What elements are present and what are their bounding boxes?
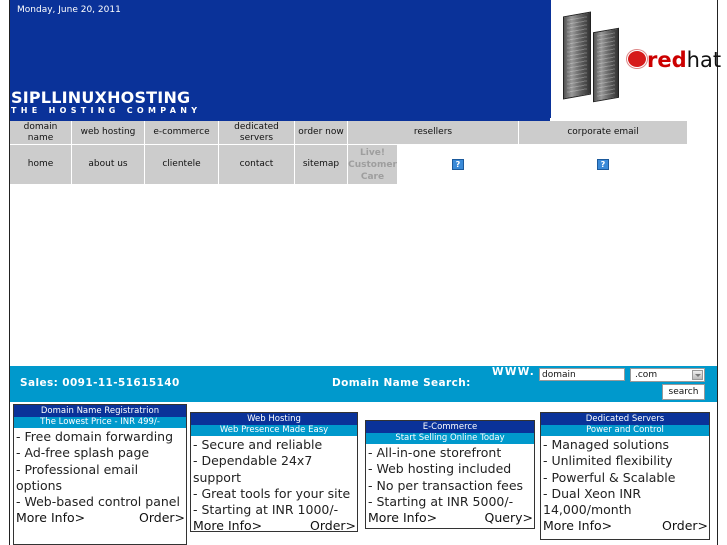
domain-input[interactable] <box>539 368 625 381</box>
product-box-dedicated <box>540 412 710 540</box>
product-features <box>366 444 534 510</box>
product-box-domain <box>13 404 187 545</box>
product-subtitle: Start Selling Online Today <box>366 433 534 444</box>
sales-phone: Sales: 0091-11-51615140 <box>20 377 180 389</box>
site-logo-title[interactable]: SIPLLINUXHOSTING <box>11 88 191 107</box>
feature-line: - Web-based control panel <box>16 494 180 510</box>
product-links <box>14 510 186 526</box>
product-title: Dedicated Servers <box>541 413 709 425</box>
nav-home[interactable]: home <box>10 145 72 184</box>
resellers-help-cell <box>397 145 519 184</box>
query-link[interactable]: Query> <box>484 510 533 526</box>
nav-sitemap[interactable]: sitemap <box>295 145 348 184</box>
product-title: E-Commerce <box>366 421 534 433</box>
more-info-link[interactable]: More Info> <box>16 510 86 526</box>
product-box-web-hosting <box>190 412 358 532</box>
feature-line: - Unlimited flexibility <box>543 453 673 469</box>
feature-line: - Starting at INR 1000/- <box>193 502 339 518</box>
order-link[interactable]: Order> <box>139 510 185 526</box>
product-subtitle: Web Presence Made Easy <box>191 425 357 436</box>
secondary-nav <box>10 145 687 184</box>
live-customer-care-link[interactable]: Live! Customer Care <box>348 145 397 184</box>
more-info-link[interactable]: More Info> <box>193 518 263 534</box>
primary-nav <box>10 121 687 144</box>
nav-web-hosting[interactable]: web hosting <box>72 121 145 144</box>
product-features <box>541 436 709 518</box>
help-icon[interactable]: ? <box>452 159 464 170</box>
nav-clientele[interactable]: clientele <box>145 145 219 184</box>
product-links <box>366 510 534 526</box>
feature-line: - Professional email options <box>16 461 139 493</box>
page-frame-right-border <box>717 0 718 545</box>
site-logo-tagline: THE HOSTING COMPANY <box>11 106 202 115</box>
feature-line: - Dual Xeon INR 14,000/month <box>543 485 642 518</box>
feature-line: - Dependable 24x7 support <box>193 453 313 485</box>
header-banner <box>10 0 550 122</box>
feature-line: - Secure and reliable <box>193 437 323 452</box>
product-features <box>14 428 186 510</box>
feature-line: - Free domain forwarding <box>16 429 174 444</box>
current-date: Monday, June 20, 2011 <box>17 5 121 15</box>
domain-search-bar <box>10 366 717 402</box>
feature-line: - No per transaction fees <box>368 477 524 493</box>
nav-contact[interactable]: contact <box>219 145 295 184</box>
nav-about-us[interactable]: about us <box>72 145 145 184</box>
feature-line: - Ad-free splash page <box>16 445 150 461</box>
nav-e-commerce[interactable]: e-commerce <box>145 121 219 144</box>
feature-line: - Web hosting included <box>368 461 512 477</box>
nav-domain-name[interactable]: domain name <box>10 121 72 144</box>
nav-dedicated-servers[interactable]: dedicated servers <box>219 121 295 144</box>
feature-line: - Powerful & Scalable <box>543 469 676 485</box>
help-icon[interactable]: ? <box>597 159 609 170</box>
domain-search-label: Domain Name Search: <box>332 377 471 389</box>
nav-resellers[interactable]: resellers <box>348 121 519 144</box>
product-features <box>191 436 357 518</box>
tld-selected-value: .com <box>635 370 658 380</box>
tld-select[interactable] <box>630 368 705 382</box>
product-box-ecommerce <box>365 420 535 529</box>
more-info-link[interactable]: More Info> <box>543 518 613 534</box>
product-subtitle: The Lowest Price - INR 499/- <box>14 417 186 428</box>
www-prefix-label: WWW. <box>492 366 536 378</box>
redhat-wordmark: redhat <box>647 48 722 72</box>
corporate-email-help-cell <box>519 145 687 184</box>
product-subtitle: Power and Control <box>541 425 709 436</box>
nav-corporate-email[interactable]: corporate email <box>519 121 687 144</box>
product-links <box>191 518 357 534</box>
feature-line: - All-in-one storefront <box>368 445 502 460</box>
order-link[interactable]: Order> <box>310 518 356 534</box>
product-links <box>541 518 709 534</box>
nav-order-now[interactable]: order now <box>295 121 348 144</box>
feature-line: - Starting at INR 5000/- <box>368 493 514 509</box>
server-rack-icon <box>563 12 591 100</box>
redhat-logo-icon <box>627 50 647 68</box>
redhat-brand-banner <box>550 0 722 118</box>
chevron-down-icon[interactable] <box>692 370 703 380</box>
server-rack-icon <box>593 28 619 103</box>
feature-line: - Great tools for your site <box>193 485 351 501</box>
more-info-link[interactable]: More Info> <box>368 510 438 526</box>
product-title: Web Hosting <box>191 413 357 425</box>
product-title: Domain Name Registratrion <box>14 405 186 417</box>
search-button[interactable]: search <box>662 384 705 400</box>
order-link[interactable]: Order> <box>662 518 708 534</box>
feature-line: - Managed solutions <box>543 437 670 452</box>
